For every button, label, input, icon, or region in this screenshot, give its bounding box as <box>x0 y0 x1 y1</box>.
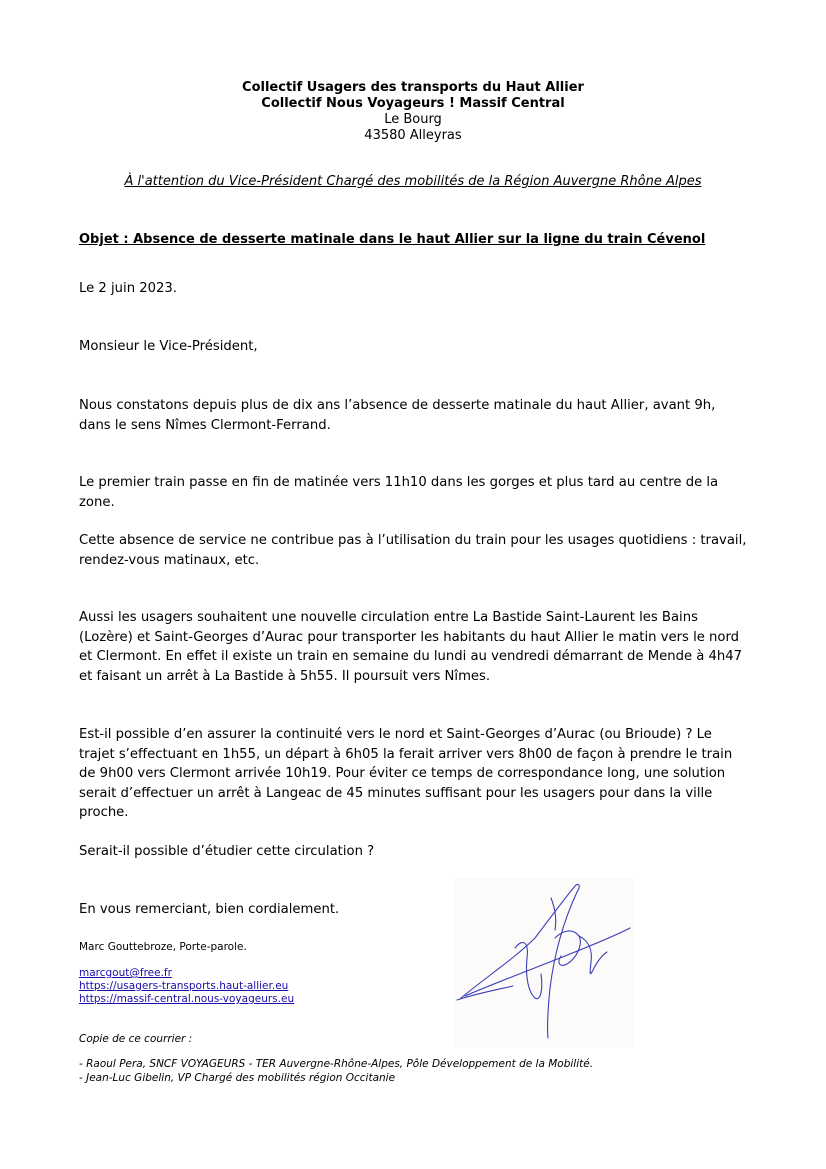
paragraph-6: Serait-il possible d’étudier cette circulation ? <box>79 844 375 859</box>
paragraph-2: Le premier train passe en fin de matinée vers 11h10 dans les gorges et plus tard au centre de la zone. <box>79 475 719 510</box>
letter-date: Le 2 juin 2023. <box>79 281 177 296</box>
copy-recipient-1: - Raoul Pera, SNCF VOYAGEURS - TER Auvergne-Rhône-Alpes, Pôle Développement de la Mobilité. <box>79 1058 594 1070</box>
salutation: Monsieur le Vice-Président, <box>79 339 258 354</box>
signatory-name: Marc Gouttebroze, Porte-parole. <box>79 941 247 953</box>
website-link-haut-allier[interactable]: https://usagers-transports.haut-allier.eu <box>79 980 289 992</box>
handwritten-signature <box>455 878 635 1048</box>
letter-object: Objet : Absence de desserte matinale dans le haut Allier sur la ligne du train Cévenol <box>79 232 706 247</box>
copy-title: Copie de ce courrier : <box>79 1033 193 1045</box>
sender-name-1: Collectif Usagers des transports du Haut Allier <box>242 80 584 95</box>
signature-drawing <box>455 878 635 1048</box>
paragraph-5: Est-il possible d’en assurer la continuité vers le nord et Saint-Georges d’Aurac (ou Brioude) ? Le trajet s’effectuant en 1h55, un départ à 6h05 la ferait arriver vers 8h00 de façon à prendre le train de 9h00 vers Clermont arrivée 10h19. Pour éviter ce temps de correspondance long, une solution serait d’effectuer un arrêt à Langeac de 45 minutes suffisant pour les usagers pour dans la ville proche. <box>79 727 733 820</box>
sender-name-2: Collectif Nous Voyageurs ! Massif Central <box>261 96 565 111</box>
closing-formula: En vous remerciant, bien cordialement. <box>79 902 340 917</box>
email-link[interactable]: marcgout@free.fr <box>79 967 172 979</box>
paragraph-1: Nous constatons depuis plus de dix ans l’absence de desserte matinale du haut Allier, avant 9h, dans le sens Nîmes Clermont-Ferrand. <box>79 398 716 433</box>
paragraph-4: Aussi les usagers souhaitent une nouvelle circulation entre La Bastide Saint-Laurent les Bains (Lozère) et Saint-Georges d’Aurac pour transporter les habitants du haut Allier le matin vers le nord et Clermont. En effet il existe un train en semaine du lundi au vendredi démarrant de Mende à 4h47 et faisant un arrêt à La Bastide à 5h55. Il poursuit vers Nîmes. <box>79 610 743 684</box>
website-link-massif-central[interactable]: https://massif-central.nous-voyageurs.eu <box>79 993 295 1005</box>
sender-address-2: 43580 Alleyras <box>364 128 462 143</box>
paragraph-3: Cette absence de service ne contribue pas à l’utilisation du train pour les usages quotidiens : travail, rendez-vous matinaux, etc. <box>79 533 747 568</box>
sender-address-1: Le Bourg <box>384 112 442 127</box>
recipient-attention: À l'attention du Vice-Président Chargé des mobilités de la Région Auvergne Rhône Alpes <box>124 174 702 189</box>
copy-recipient-2: - Jean-Luc Gibelin, VP Chargé des mobilités région Occitanie <box>79 1072 396 1084</box>
